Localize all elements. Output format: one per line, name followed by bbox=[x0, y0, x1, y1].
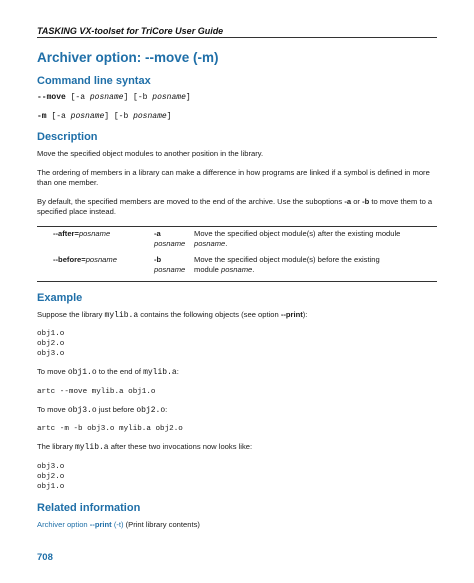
desc-cell bbox=[194, 249, 437, 275]
example-intro-mid: contains the following objects (see option bbox=[138, 309, 281, 319]
option-arg: posname bbox=[85, 254, 117, 264]
code-line: obj3.o bbox=[37, 462, 65, 471]
move2-object: obj3.o bbox=[67, 405, 97, 415]
suboptions-table bbox=[37, 229, 437, 275]
syntax-long-cmd: --move bbox=[37, 93, 66, 102]
option-cell bbox=[37, 229, 154, 249]
option-flag-arg: posname bbox=[154, 238, 186, 248]
code-line: obj2.o bbox=[37, 472, 65, 481]
syntax-short: -m [-a posname] [-b posname] bbox=[37, 112, 172, 121]
move2-target: obj2.o bbox=[136, 405, 166, 415]
example-move2 bbox=[37, 405, 437, 417]
header-rule bbox=[37, 37, 437, 38]
after-text: The library bbox=[37, 442, 75, 451]
example-intro-text: Suppose the library bbox=[37, 309, 105, 319]
page-number: 708 bbox=[37, 552, 53, 563]
code-block-cmd1 bbox=[37, 387, 437, 397]
option-desc-end: . bbox=[252, 264, 255, 274]
syntax-long-a-arg: posname bbox=[89, 93, 124, 102]
example-heading: Example bbox=[37, 291, 83, 304]
move1-mid: to the end of bbox=[96, 367, 144, 376]
example-after bbox=[37, 442, 437, 454]
code-line: artc --move mylib.a obj1.o bbox=[37, 387, 156, 396]
code-line: obj1.o bbox=[37, 482, 65, 491]
page-title: Archiver option: --move (-m) bbox=[37, 50, 219, 65]
example-intro-end: ): bbox=[302, 309, 308, 319]
move1-object: obj1.o bbox=[67, 368, 97, 377]
library-name: mylib.a bbox=[104, 310, 139, 320]
option-desc: Move the specified object module(s) before the existing bbox=[194, 254, 380, 264]
option-flag-arg: posname bbox=[154, 264, 186, 274]
option-desc-arg: posname bbox=[221, 264, 253, 274]
syntax-long-a: -a bbox=[75, 93, 86, 102]
syntax-short-cmd: -m bbox=[37, 112, 47, 121]
running-header: TASKING VX-toolset for TriCore User Guide bbox=[37, 26, 224, 36]
description-p2: The ordering of members in a library can make a difference in how programs are linked if a symbol is defined in more than one member. bbox=[37, 167, 430, 187]
related-suffix: (Print library contents) bbox=[123, 519, 200, 529]
code-block-cmd2 bbox=[37, 424, 437, 434]
desc-cell bbox=[194, 229, 437, 249]
print-option: --print bbox=[280, 309, 303, 319]
move2-mid: just before bbox=[96, 404, 137, 414]
syntax-short-b-arg: posname bbox=[133, 112, 167, 121]
syntax-short-a: -a bbox=[56, 112, 66, 121]
code-line: obj1.o bbox=[37, 330, 65, 338]
syntax-short-a-arg: posname bbox=[70, 112, 105, 121]
related-link-text[interactable]: Archiver option bbox=[37, 519, 90, 529]
after-library: mylib.a bbox=[74, 443, 109, 452]
description-p3-end: to move them to a specified place instead. bbox=[37, 196, 433, 216]
option-desc-pre: module bbox=[194, 264, 222, 274]
option-long: --before= bbox=[53, 254, 86, 264]
move1-text: To move bbox=[37, 367, 68, 376]
table-rule-bottom bbox=[37, 281, 437, 282]
code-line: artc -m -b obj3.o mylib.a obj2.o bbox=[37, 425, 183, 433]
option-flag: -a bbox=[154, 228, 161, 238]
code-line: obj2.o bbox=[37, 340, 65, 348]
related-link-option[interactable]: --print bbox=[89, 519, 112, 529]
option-long: --after= bbox=[53, 228, 79, 238]
example-intro bbox=[37, 310, 437, 322]
flag-cell bbox=[154, 229, 194, 249]
related-link[interactable] bbox=[37, 520, 124, 529]
syntax-long-b-arg: posname bbox=[152, 93, 186, 102]
suboption-a: -a bbox=[344, 196, 352, 206]
syntax-heading: Command line syntax bbox=[37, 75, 151, 87]
content bbox=[37, 44, 437, 538]
description-p3 bbox=[37, 197, 437, 218]
code-block-objects-before bbox=[37, 329, 437, 359]
option-cell bbox=[37, 249, 154, 275]
code-line: obj3.o bbox=[37, 350, 65, 358]
move1-end: : bbox=[176, 367, 179, 376]
option-flag: -b bbox=[154, 254, 162, 264]
related-link-short[interactable]: (-t) bbox=[111, 519, 124, 529]
syntax-long-b: -b bbox=[137, 93, 148, 102]
syntax-short-b: -b bbox=[118, 112, 129, 121]
suboption-b: -b bbox=[362, 196, 370, 206]
description-p1: Move the specified object modules to another position in the library. bbox=[37, 149, 264, 158]
table-rule-top bbox=[37, 226, 437, 227]
flag-cell bbox=[154, 249, 194, 275]
related-line bbox=[37, 520, 437, 531]
example-move1 bbox=[37, 367, 437, 379]
option-arg: posname bbox=[78, 228, 111, 238]
table-row bbox=[37, 249, 437, 275]
table-row bbox=[37, 229, 437, 249]
description-p3-or: or bbox=[351, 196, 363, 206]
move2-text: To move bbox=[37, 404, 68, 414]
move2-end: : bbox=[165, 404, 168, 414]
description-heading: Description bbox=[37, 131, 98, 143]
after-end: after these two invocations now looks like: bbox=[108, 442, 253, 451]
code-block-objects-after bbox=[37, 462, 437, 492]
option-desc-end: . bbox=[225, 238, 228, 248]
move1-library: mylib.a bbox=[143, 368, 177, 377]
option-desc: Move the specified object module(s) after the existing module bbox=[194, 228, 401, 238]
syntax-long: --move [-a posname] [-b posname] bbox=[37, 93, 191, 102]
option-desc-arg: posname bbox=[194, 238, 226, 248]
related-heading: Related information bbox=[37, 501, 141, 514]
description-p3-text: By default, the specified members are moved to the end of the archive. Use the suboptions bbox=[37, 196, 345, 206]
